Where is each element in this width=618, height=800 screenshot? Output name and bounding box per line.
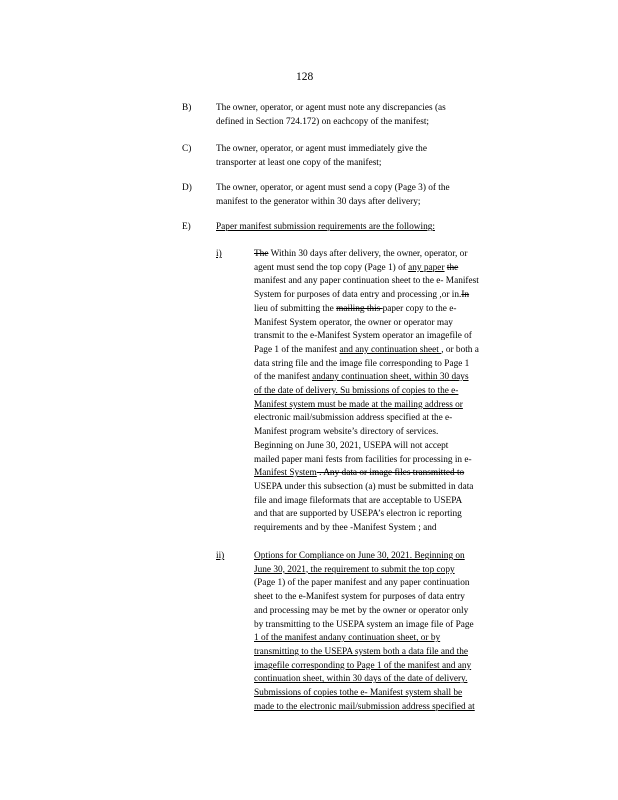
text-line: agent must send the top copy (Page 1) of any paper the xyxy=(254,262,459,273)
text-line: and processing may be met by the owner or operator only xyxy=(254,605,469,616)
text-line: June 30, 2021, the requirement to submit the top copy xyxy=(254,564,455,575)
text-line: USEPA under this subsection (a) must be submitted in data xyxy=(254,481,474,492)
sub-i-text xyxy=(254,248,544,536)
text-line: transporter at least one copy of the manifest; xyxy=(216,157,382,168)
item-label-c: C) xyxy=(182,144,192,154)
item-label-d: D) xyxy=(182,183,192,193)
text-line: Options for Compliance on June 30, 2021. Beginning on xyxy=(254,551,465,561)
text-line: transmit to the e-Manifest System operator an imagefile of xyxy=(254,331,472,342)
text-line: The Within 30 days after delivery, the owner, operator, or xyxy=(254,249,468,259)
item-text-e xyxy=(216,221,435,235)
sub-ii-text xyxy=(254,550,544,714)
sub-ii-label: ii) xyxy=(216,551,225,561)
sub-i-label: i) xyxy=(216,249,222,259)
item-text-d xyxy=(216,182,450,209)
text-line: electronic mail/submission address specified at the e- xyxy=(254,413,453,424)
text-line: of the manifest andany continuation sheet, within 30 days xyxy=(254,372,469,383)
text-line: The owner, operator, or agent must note any discrepancies (as xyxy=(216,103,446,113)
text-line: data string file and the image file corresponding to Page 1 xyxy=(254,358,470,369)
text-line: manifest to the generator within 30 days after delivery; xyxy=(216,196,421,207)
item-text-c xyxy=(216,143,427,170)
text-line: System for purposes of data entry and processing ,or in.In xyxy=(254,290,470,301)
item-text-b xyxy=(216,102,446,129)
text-line: Paper manifest submission requirements are the following: xyxy=(216,222,435,232)
text-line: Manifest program website’s directory of services. xyxy=(254,427,439,438)
text-line: manifest and any paper continuation sheet to the e- Manifest xyxy=(254,276,479,287)
text-line: file and image fileformats that are acceptable to USEPA xyxy=(254,495,463,506)
text-line: The owner, operator, or agent must send a copy (Page 3) of the xyxy=(216,183,450,193)
text-line: 1 of the manifest andany continuation sheet, or by xyxy=(254,633,441,644)
text-line: continuation sheet, within 30 days of the date of delivery. xyxy=(254,674,468,685)
text-line: requirements and by thee -Manifest System ; and xyxy=(254,523,437,534)
item-label-b: B) xyxy=(182,103,192,113)
item-label-e: E) xyxy=(182,222,191,232)
text-line: mailed paper mani fests from facilities for processing in e- xyxy=(254,454,472,465)
text-line: of the date of delivery. Su bmissions of copies to the e- xyxy=(254,386,459,397)
text-line: Manifest System . Any data or image files transmitted to xyxy=(254,468,465,479)
text-line: imagefile corresponding to Page 1 of the manifest and any xyxy=(254,660,472,671)
text-line: lieu of submitting the mailing this paper copy to the e- xyxy=(254,303,457,314)
text-line: defined in Section 724.172) on eachcopy of the manifest; xyxy=(216,116,429,127)
text-line: Manifest System operator, the owner or operator may xyxy=(254,317,453,328)
text-line: Page 1 of the manifest and any continuation sheet , or both a xyxy=(254,344,479,355)
text-line: The owner, operator, or agent must immediately give the xyxy=(216,144,427,154)
text-line: by transmitting to the USEPA system an image file of Page xyxy=(254,619,474,630)
text-line: sheet to the e-Manifest system for purposes of data entry xyxy=(254,592,465,603)
text-line: Submissions of copies tothe e- Manifest system shall be xyxy=(254,688,463,699)
text-line: Manifest system must be made at the mailing address or xyxy=(254,399,463,410)
text-line: transmitting to the USEPA system both a data file and the xyxy=(254,646,468,657)
page-number: 128 xyxy=(296,71,314,83)
text-line: Beginning on June 30, 2021, USEPA will not accept xyxy=(254,440,449,451)
text-line: (Page 1) of the paper manifest and any paper continuation xyxy=(254,578,470,589)
text-line: and that are supported by USEPA’s electron ic reporting xyxy=(254,509,462,520)
text-line: made to the electronic mail/submission address specified at xyxy=(254,701,475,712)
